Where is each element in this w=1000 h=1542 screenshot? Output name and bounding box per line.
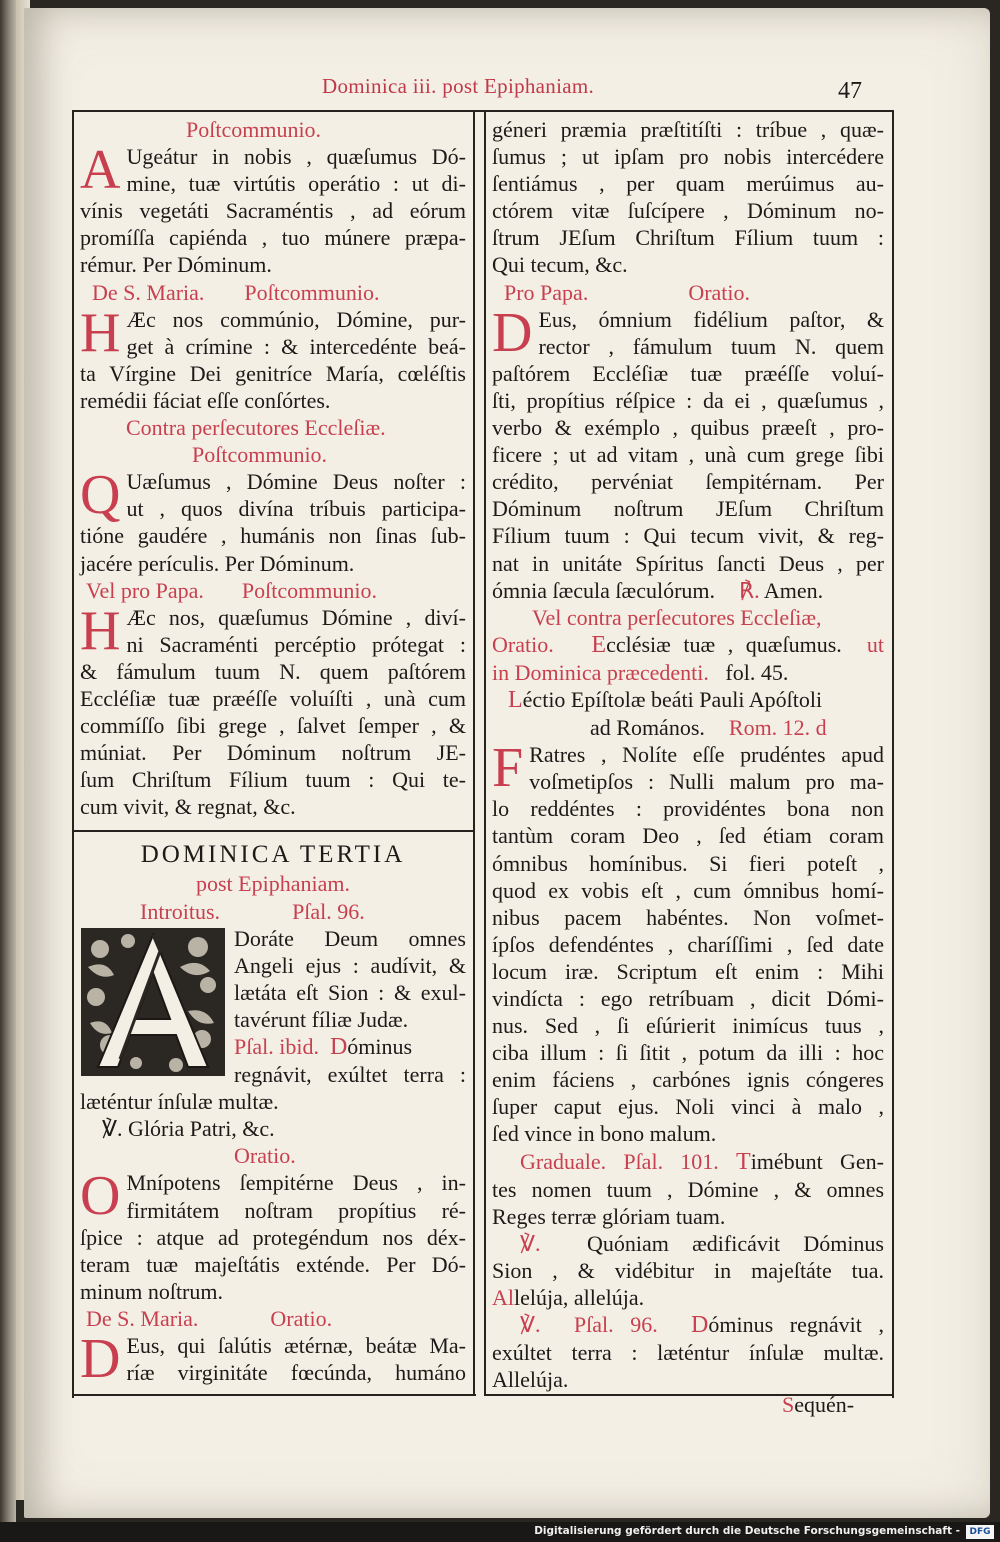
lectio-line-2: ad Romános. Rom. 12. d	[590, 715, 827, 741]
deus-qui-salutis-paragraph	[80, 1328, 466, 1391]
text-line: Eus, ómnium fidélium paſtor, &	[538, 306, 884, 332]
de-s-maria-heading: De S. Maria. Poſtcommunio.	[92, 279, 380, 305]
versicle-1-line: ℣. Quóniam ædificávit Dóminus	[520, 1230, 884, 1256]
text-line: jacére perículis. Per Dóminum.	[80, 550, 355, 576]
text-line: ſti, propítius réſpice : da ei , quæſumus ,	[492, 387, 884, 413]
vel-oratio-line: Oratio. Ecclésiæ tuæ , quæſumus. ut	[492, 631, 884, 658]
quaesumus-paragraph	[80, 464, 466, 576]
text-line: géneri præmia præſtitíſti : tríbue , quæ-	[492, 117, 884, 142]
oratio-heading: Oratio.	[234, 1143, 296, 1169]
text-line: Sion , & vidébitur in majeſtáte tua.	[492, 1257, 884, 1283]
column-bottom-rule-left	[72, 1394, 476, 1396]
text-line: ómnibus homínibus. Si fieri poteſt ,	[492, 850, 884, 876]
text-line: quod ex vobis eſt , cum ómnibus homí-	[492, 877, 884, 903]
drop-initial: Q	[80, 464, 121, 527]
pro-papa-heading: Pro Papa. Oratio.	[504, 279, 751, 305]
text-line: crédito, pervéniat ſempitérnam. Per	[492, 469, 884, 495]
text-line: ípſos defendéntes , charíſſimi , ſed date	[492, 931, 884, 957]
text-line: promíſſa capiénda , tuo múnere præpa-	[80, 225, 466, 251]
text-line: tes nomen tuum , Dómine , & omnes	[492, 1176, 884, 1202]
text-line: ficere ; ut ad vitam , unà cum grege ſibi	[492, 442, 884, 468]
drop-initial: D	[80, 1328, 121, 1391]
text-line: lætáta eſt Sion : & exul-	[234, 979, 466, 1005]
text-line: læténtur ínſulæ multæ.	[80, 1089, 279, 1115]
column-divider-left	[473, 110, 475, 1396]
text-line: locum iræ. Scriptum eſt enim : Mihi	[492, 958, 884, 984]
text-line: rémur. Per Dóminum.	[80, 252, 272, 278]
deus-omnium-paragraph	[492, 301, 884, 604]
postcommunio-heading: Poſtcommunio.	[186, 117, 322, 142]
drop-initial: H	[80, 301, 121, 364]
text-line: ſed vince in bono malum.	[492, 1121, 717, 1147]
book-spine-edge	[0, 0, 16, 1542]
text-line: Dóminum noſtrum JEſum Chriſtum	[492, 496, 884, 522]
omnipotens-paragraph	[80, 1165, 466, 1304]
text-line: exúltet terra : læténtur ínſulæ multæ.	[492, 1340, 884, 1366]
text-line: Eccléſiæ tuæ præéſſe voluíſti , unà cum	[80, 685, 466, 711]
text-line: teram tuæ majeſtátis exténde. Per Dó-	[80, 1251, 466, 1277]
text-line: ſtrum JEſum Chriſtum Fílium tuum :	[492, 225, 884, 251]
versicle-2-line: ℣. Pſal. 96. Dóminus regnávit ,	[520, 1312, 884, 1339]
text-line: ut , quos divína tríbuis participa-	[126, 496, 466, 522]
text-line: Ratres , Nolíte eſſe prudéntes apud	[529, 742, 884, 768]
text-line: & fámulum tuum N. quem paſtórem	[80, 658, 466, 684]
text-line: ciba illum : ſi ſitit , potum da illi : hoc	[492, 1040, 884, 1066]
ornamental-initial-a-icon	[80, 927, 226, 1077]
text-line: ta Vírgine Dei genitríce María, cœléſtis	[80, 360, 466, 386]
footer-credit: Digitalisierung gefördert durch die Deutsche Forschungsgemeinschaft -	[534, 1525, 960, 1537]
text-line: nus. Sed , ſi eſúrierit inimícus tuus ,	[492, 1013, 884, 1039]
text-line: mine, tuæ virtútis operátio : ut di-	[126, 171, 466, 197]
text-line: verbo & exémplo , quibus præeſt , pro-	[492, 415, 884, 441]
running-title: Dominica iii. post Epiphaniam.	[322, 74, 595, 98]
lectio-line-1: Léctio Epíſtolæ beáti Pauli Apóſtoli	[508, 686, 823, 713]
text-line: commíſſo ſibi grege , ſalvet ſemper , &	[80, 713, 466, 739]
text-line: ſuper caput ejus. Noli vinci à malo ,	[492, 1094, 884, 1120]
page-number: 47	[838, 78, 862, 104]
de-s-maria-oratio-heading: De S. Maria. Oratio.	[86, 1305, 333, 1331]
text-line: nat in unitáte Spíritus ſancti Deus , per	[492, 550, 884, 576]
text-line: múniat. Per Dóminum noſtrum JE-	[80, 740, 466, 766]
text-line: ſum Chriſtum Fílium tuum : Qui te-	[80, 767, 466, 793]
fratres-paragraph	[492, 737, 884, 1147]
text-line: rector , fámulum tuum N. quem	[538, 333, 884, 359]
text-line: Ugeátur in nobis , quæſumus Dó-	[126, 144, 466, 170]
drop-initial: H	[80, 599, 121, 662]
contra-persecutores-heading: Contra perſecutores Eccleſiæ.	[126, 415, 386, 441]
dominica-subtitle: post Epiphaniam.	[196, 871, 350, 897]
graduale-line: Graduale. Pſal. 101. Timébunt Gen-	[520, 1148, 884, 1175]
text-line: ſumus ; ut ipſam pro nobis intercédere	[492, 144, 884, 170]
response-symbol: ℟.	[739, 577, 760, 603]
text-line: enim fáciens , carbónes ignis cóngeres	[492, 1067, 884, 1093]
text-line: Doráte Deum omnes	[234, 925, 466, 951]
text-line: Æc nos commúnio, Dómine, pur-	[126, 306, 466, 332]
left-column	[80, 116, 466, 1391]
haec-nos-paragraph	[80, 599, 466, 821]
column-divider-right	[484, 110, 486, 1396]
drop-initial: D	[492, 301, 533, 364]
text-line: ni Sacraménti percéptio prótegat :	[126, 631, 466, 657]
text-line: vindícta : ego retríbuam , dicit Dómi-	[492, 986, 884, 1011]
text-line: Æc nos, quæſumus Dómine , diví-	[126, 604, 466, 630]
text-line: remédii fáciat eſſe conſórtes.	[80, 387, 331, 413]
text-line: Reges terræ glóriam tuam.	[492, 1203, 726, 1229]
de-s-maria-paragraph	[80, 301, 466, 414]
text-line: lo reddéntes : providéntes bona non	[492, 796, 884, 822]
text-line: tantùm coram Deo , ſed étiam coram	[492, 823, 884, 849]
text-line: tióne gaudére , humánis non ſinas ſub-	[80, 523, 466, 549]
dfg-logo-icon: DFG	[966, 1525, 994, 1539]
vel-dominica-line: in Dominica præcedenti. fol. 45.	[492, 659, 789, 685]
text-line: cum vivit, & regnat, &c.	[80, 794, 296, 820]
text-line: ómnia ſæcula ſæculórum. ℟. Amen.	[492, 577, 824, 603]
ornamental-initial-a	[80, 927, 226, 1077]
gloria-patri-line: ℣. Glória Patri, &c.	[102, 1116, 275, 1142]
text-line: ctórem vitæ ſuſcípere , Dóminum no-	[492, 198, 884, 224]
text-line: Qui tecum, &c.	[492, 252, 628, 278]
text-line: Mnípotens ſempitérne Deus , in-	[126, 1170, 466, 1196]
introitus-heading: Introitus. Pſal. 96.	[140, 898, 365, 924]
text-line: Fílium tuum : Qui tecum vivit, & reg-	[492, 523, 884, 549]
text-line: Eus, qui ſalútis ætérnæ, beátæ Ma-	[126, 1333, 466, 1359]
drop-initial: O	[80, 1165, 121, 1228]
text-line: Angeli ejus : audívit, &	[234, 952, 466, 978]
text-line: ſpice : atque ad protegéndum nos déx-	[80, 1224, 466, 1250]
postcommunio-heading: Poſtcommunio.	[192, 442, 328, 468]
alleluia-line: Allelúja, allelúja.	[492, 1285, 645, 1311]
dominica-title: DOMINICA TERTIA	[140, 841, 406, 869]
text-line: minum noſtrum.	[80, 1278, 223, 1304]
text-line: get à crímine : & intercedénte beá-	[126, 333, 466, 359]
text-line: vínis vegetáti Sacraméntis , ad eórum	[80, 198, 466, 224]
right-column	[492, 116, 884, 1393]
vel-pro-papa-heading: Vel pro Papa. Poſtcommunio.	[86, 577, 377, 603]
text-line: regnávit, exúltet terra :	[234, 1062, 466, 1088]
postcommunio-paragraph	[80, 139, 466, 278]
text-line: voſmetipſos : Nulli malum pro ma-	[529, 769, 884, 795]
text-line: tavérunt fíliæ Judæ.	[234, 1006, 409, 1032]
drop-initial: F	[492, 737, 524, 800]
vel-contra-heading: Vel contra perſecutores Eccleſiæ,	[532, 604, 822, 630]
text-line: ríæ virginitáte fœcúnda, humáno	[126, 1360, 466, 1386]
text-line: paſtórem Eccléſiæ tuæ præéſſe voluí-	[492, 360, 884, 386]
text-line: nibus pacem habéntes. Non voſmet-	[492, 904, 884, 930]
introitus-paragraph	[80, 925, 466, 1089]
introitus-psalm-line: Pſal. ibid. Dóminus	[234, 1034, 413, 1060]
text-line: firmitátem noſtram propítius ré-	[126, 1197, 466, 1223]
section-rule	[72, 830, 474, 832]
drop-initial: A	[80, 139, 121, 202]
text-line: Uæſumus , Dómine Deus noſter :	[126, 469, 466, 495]
text-line: Allelúja.	[492, 1367, 569, 1393]
catchword: Sequén-	[782, 1392, 855, 1417]
text-line: ſentiámus , per quam merúimus au-	[492, 171, 884, 197]
